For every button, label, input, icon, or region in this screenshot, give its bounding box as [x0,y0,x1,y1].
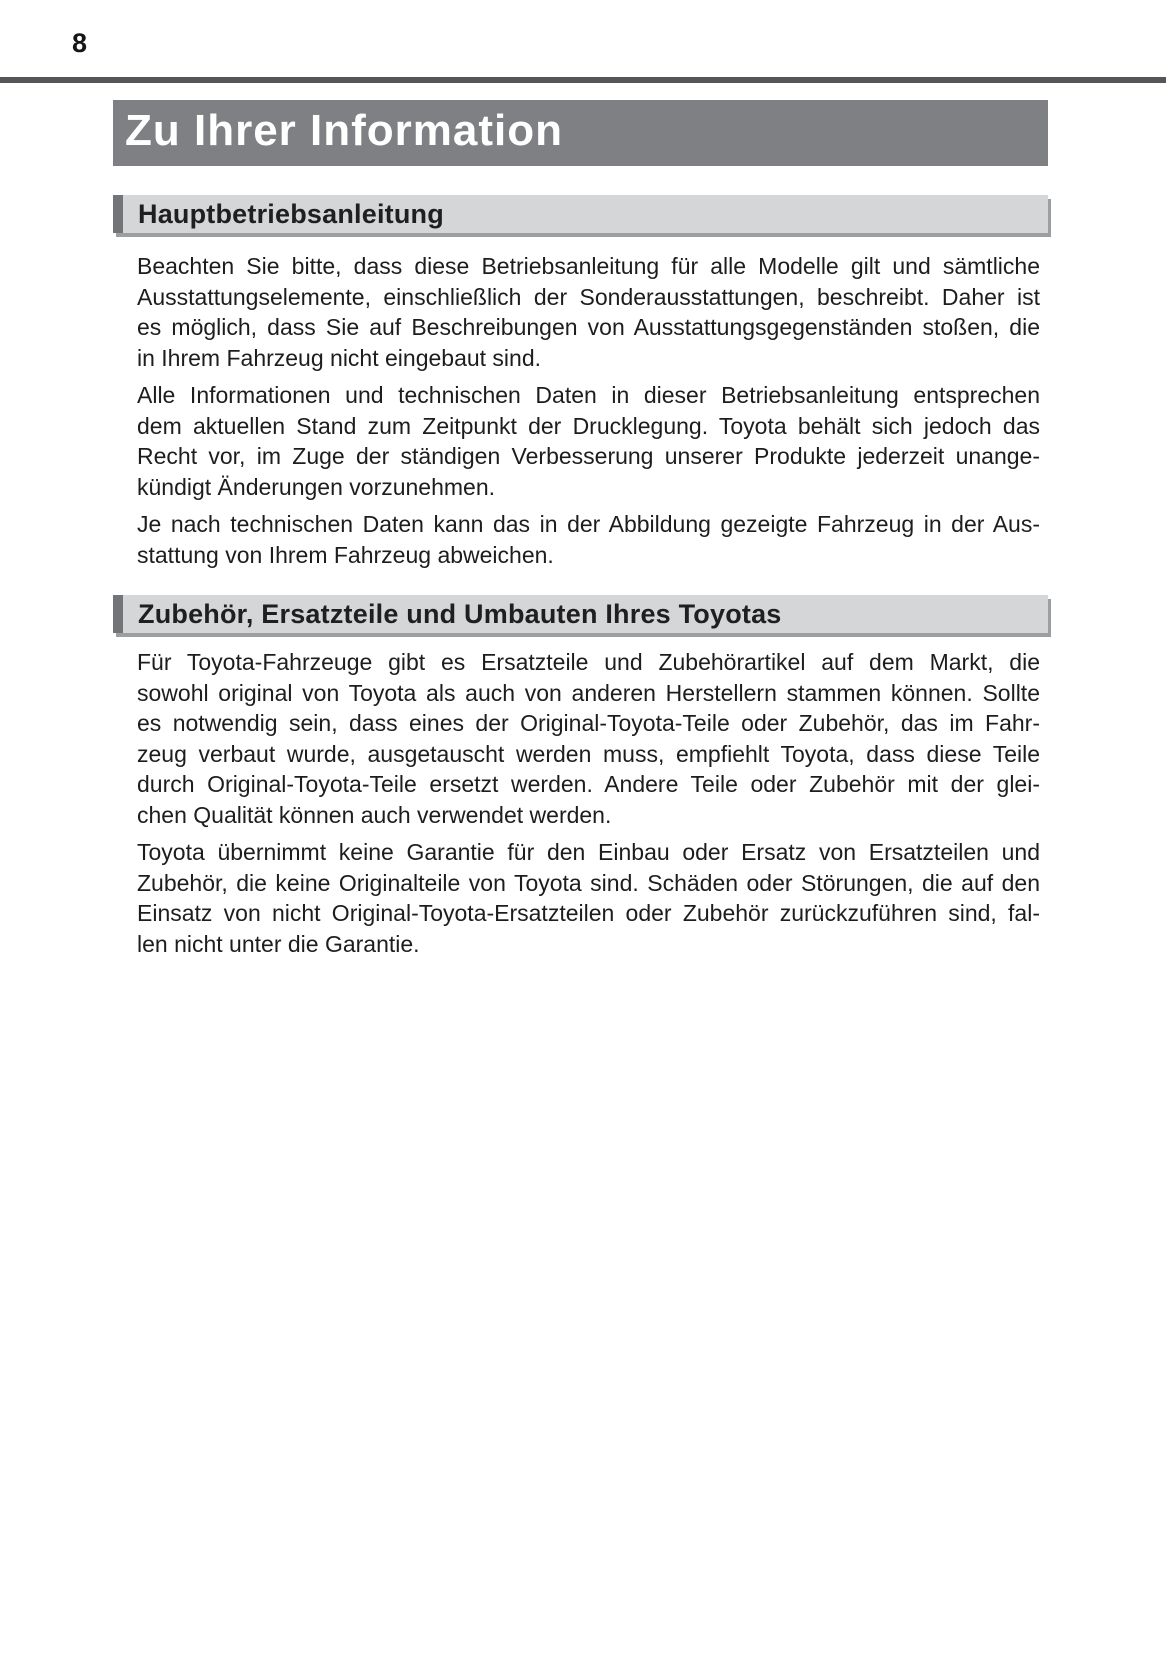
section-2 [113,595,1048,959]
section-heading: Zubehör, Ersatzteile und Umbauten Ihres Toyotas [113,595,1048,633]
section-1 [113,195,1048,570]
section-body [113,233,1048,570]
text-line: Ausstattungselemente, einschließlich der Sonderausstattungen, beschreibt. Daher ist [137,283,1040,310]
header-rule [0,77,1166,83]
paragraph [137,837,1040,959]
text-line: Recht vor, im Zuge der ständigen Verbesserung unserer Produkte jederzeit unange- [137,443,1040,469]
paragraph [137,647,1040,830]
section-body [113,633,1048,959]
text-line: Zubehör, die keine Originalteile von Toyota sind. Schäden oder Störungen, die auf den [137,869,1040,896]
text-line: durch Original-Toyota-Teile ersetzt werden. Andere Teile oder Zubehör mit der glei- [137,771,1040,797]
text-line: in Ihrem Fahrzeug nicht eingebaut sind. [137,344,542,371]
text-line: es notwendig sein, dass eines der Original-Toyota-Teile oder Zubehör, das im Fahr- [137,710,1040,736]
chapter-title: Zu Ihrer Information [125,106,563,155]
text-line: Alle Informationen und technischen Daten in dieser Betriebsanleitung entsprechen [137,382,1040,408]
text-line: Toyota übernimmt keine Garantie für den Einbau oder Ersatz von Ersatzteilen und [137,839,1040,865]
text-line: Einsatz von nicht Original-Toyota-Ersatzteilen oder Zubehör zurückzuführen sind, fal- [137,900,1040,926]
text-line: Beachten Sie bitte, dass diese Betriebsanleitung für alle Modelle gilt und sämtliche [137,253,1040,279]
paragraph [137,251,1040,373]
text-line: es möglich, dass Sie auf Beschreibungen von Ausstattungsgegenständen stoßen, die [137,314,1040,340]
page-content [113,193,1048,959]
text-line: sowohl original von Toyota als auch von anderen Herstellern stammen können. Sollte [137,679,1040,706]
chapter-title-bar [113,100,1048,166]
page-number: 8 [72,28,88,58]
text-line: Für Toyota-Fahrzeuge gibt es Ersatzteile und Zubehörartikel auf dem Markt, die [137,649,1040,675]
text-line: kündigt Änderungen vorzunehmen. [137,473,496,500]
paragraph [137,509,1040,570]
text-line: Je nach technischen Daten kann das in der Abbildung gezeigte Fahrzeug in der Aus- [137,511,1040,537]
text-line: chen Qualität können auch verwendet werden. [137,801,612,828]
text-line: stattung von Ihrem Fahrzeug abweichen. [137,541,554,568]
text-line: dem aktuellen Stand zum Zeitpunkt der Drucklegung. Toyota behält sich jedoch das [137,412,1040,439]
text-line: zeug verbaut wurde, ausgetauscht werden muss, empfiehlt Toyota, dass diese Teile [137,740,1040,767]
section-heading: Hauptbetriebsanleitung [113,195,1048,233]
text-line: len nicht unter die Garantie. [137,930,420,957]
paragraph [137,380,1040,502]
